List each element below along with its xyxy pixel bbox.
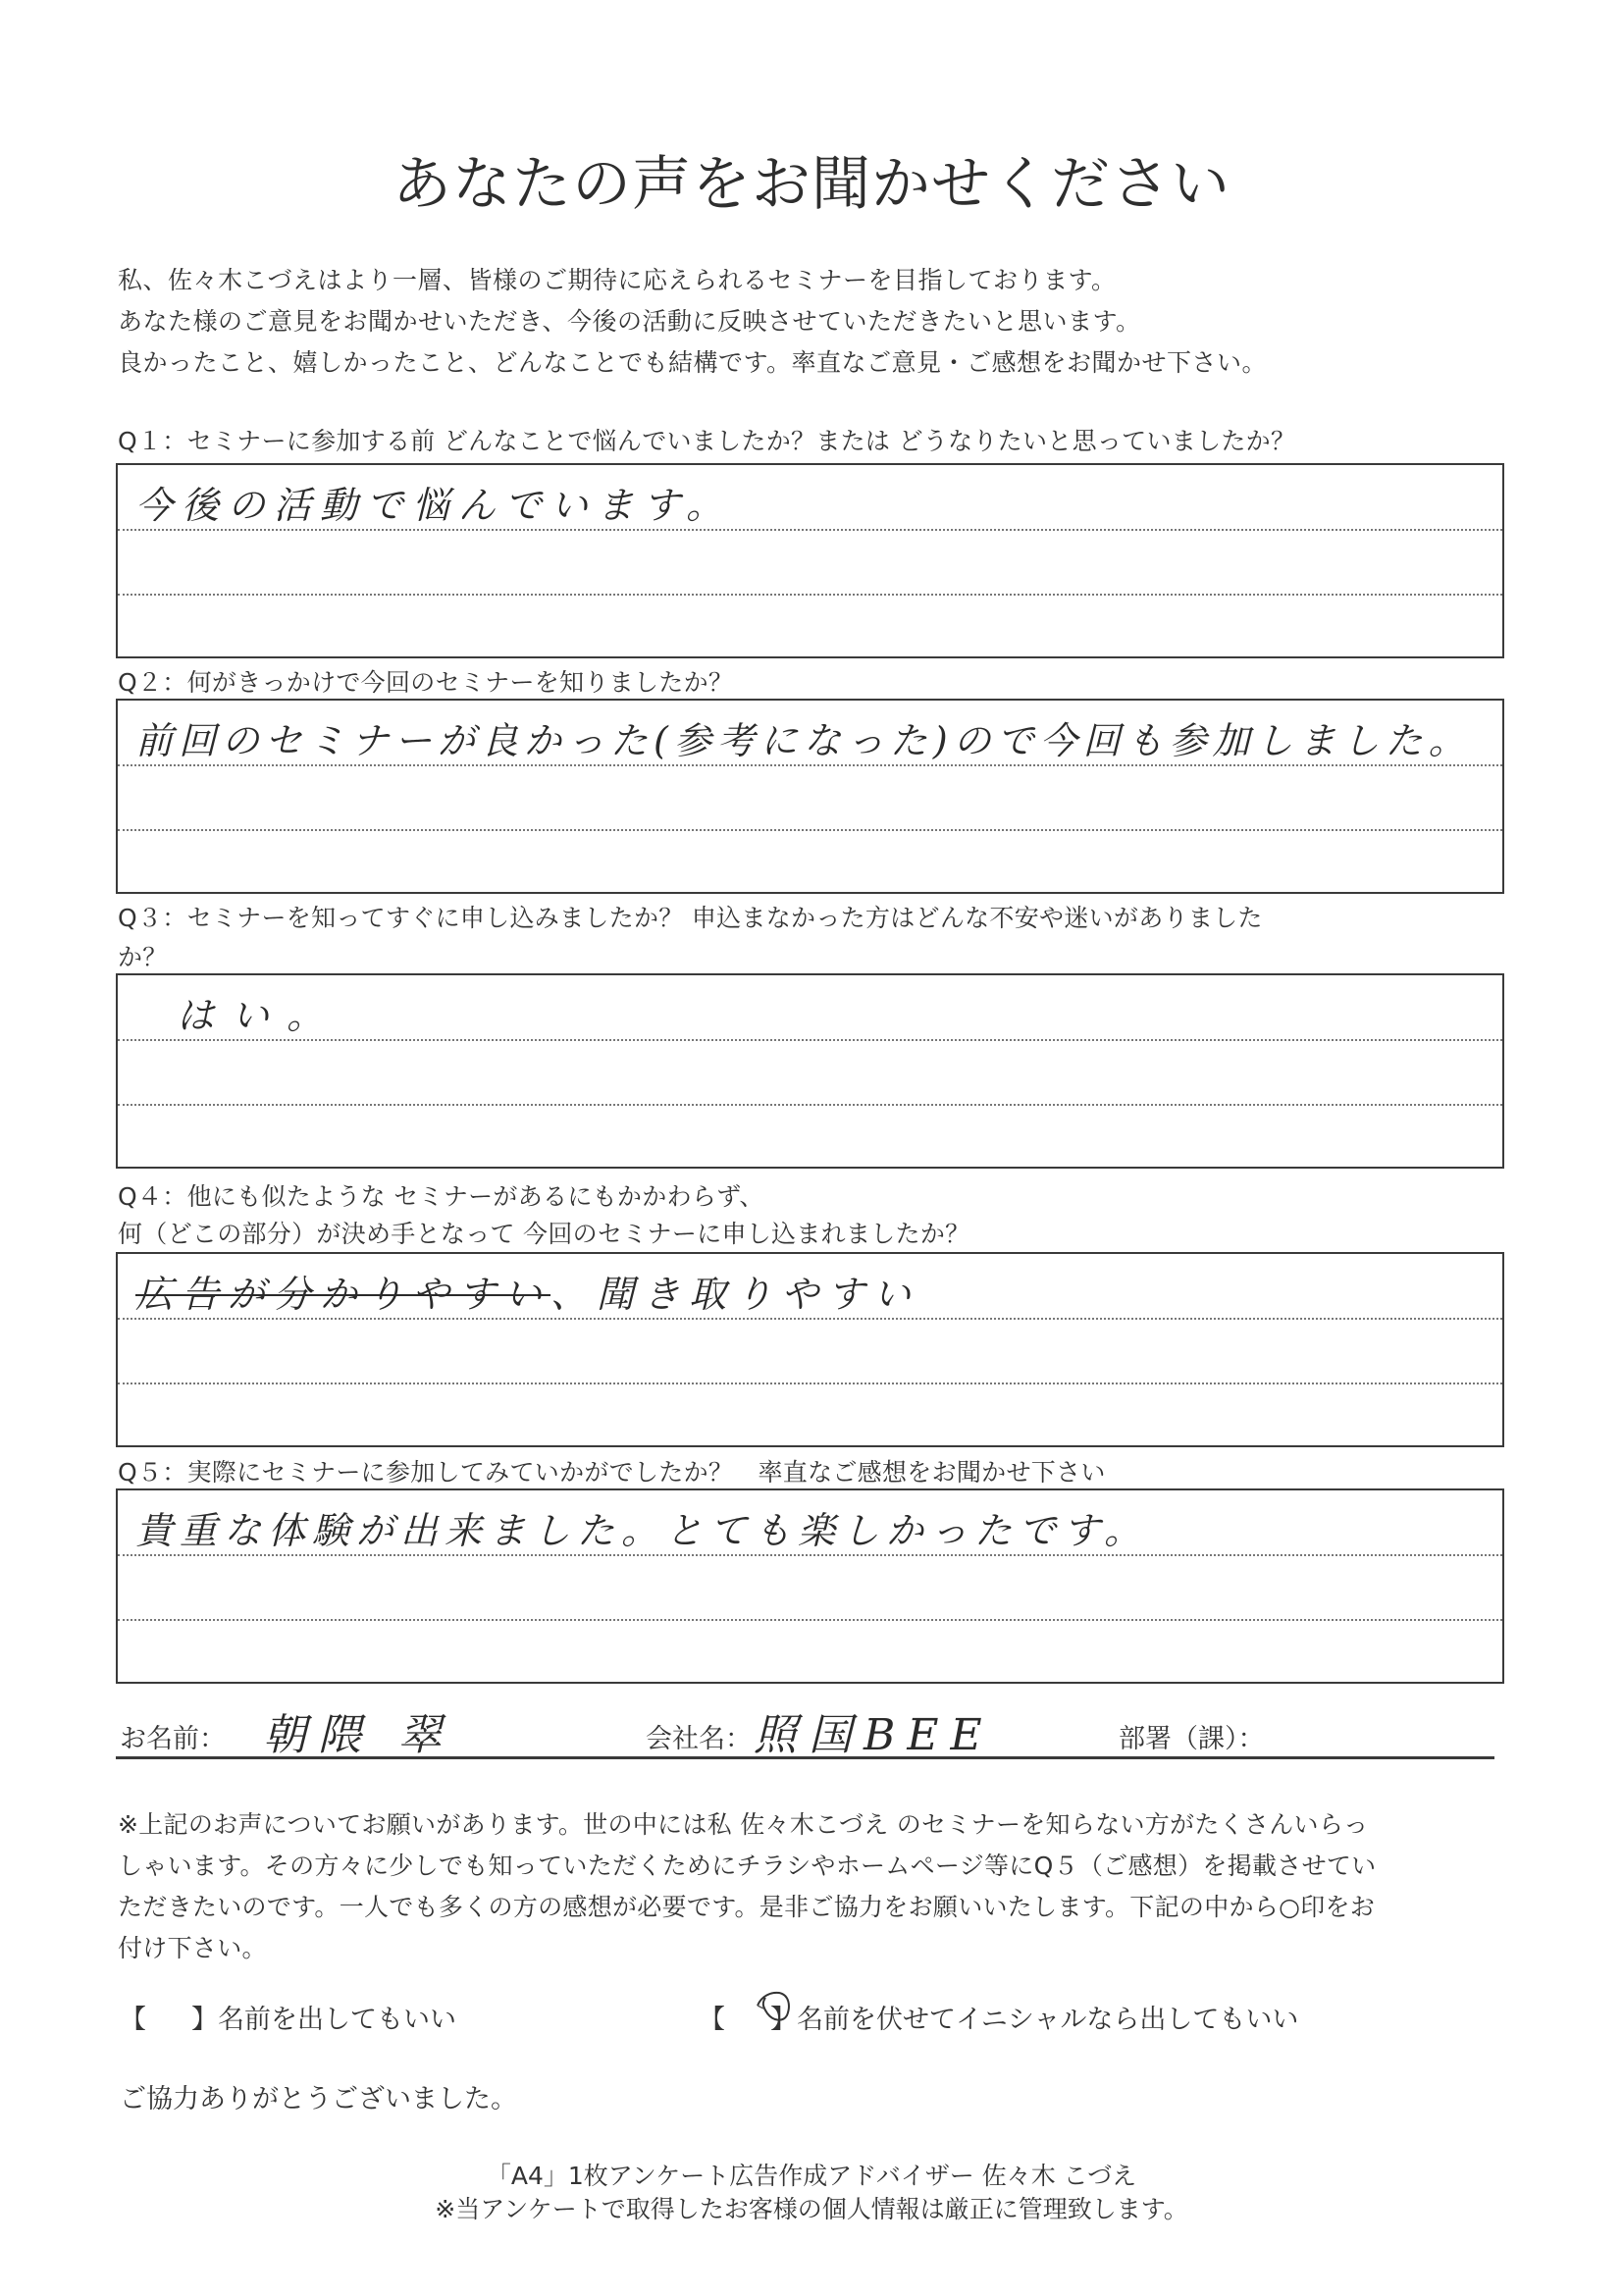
ruled-line bbox=[118, 1383, 1502, 1384]
answer-text-q2: 前回のセミナーが良かった(参考になった)ので今回も参加しました。 bbox=[135, 719, 1472, 762]
checkbox-bracket-open: 【 bbox=[699, 2005, 725, 2035]
option-label: 名前を伏せてイニシャルなら出してもいい bbox=[797, 2005, 1299, 2035]
checkbox-bracket-open: 【 bbox=[120, 2005, 146, 2035]
page-title: あなたの声をお聞かせください bbox=[393, 150, 1230, 219]
ruled-line bbox=[118, 1554, 1502, 1556]
question-label-q4-cont: 何（どこの部分）が決め手となって 今回のセミナーに申し込まれましたか？ bbox=[118, 1220, 970, 1248]
option-show-name[interactable] bbox=[120, 1998, 456, 2036]
name-label: お名前： bbox=[120, 1724, 226, 1754]
checkbox-bracket-close: 】 bbox=[191, 2005, 218, 2035]
struck-text: 広告が分かりやすい bbox=[135, 1273, 551, 1316]
ruled-line bbox=[118, 594, 1502, 596]
answer-text-q1: 今後の活動で悩んでいます。 bbox=[135, 484, 732, 527]
answer-text: 、聞き取りやすい bbox=[550, 1273, 920, 1316]
intro-line: 良かったこと、嬉しかったこと、どんなことでも結構です。率直なご意見・ご感想をお聞かせ下さい。 bbox=[118, 348, 1268, 377]
notice-line: しゃいます。その方々に少しでも知っていただくためにチラシやホームページ等にQ５（ご感想）を掲載させてい bbox=[118, 1852, 1377, 1880]
answer-text-q3: はい。 bbox=[177, 994, 342, 1037]
answer-box-q5[interactable] bbox=[116, 1488, 1504, 1684]
notice-line: 付け下さい。 bbox=[118, 1934, 267, 1962]
ruled-line bbox=[118, 829, 1502, 831]
question-label-q5: Q５：実際にセミナーに参加してみていかがでしたか？ 率直なご感想をお聞かせ下さい bbox=[118, 1458, 1106, 1487]
thanks-text: ご協力ありがとうございました。 bbox=[120, 2084, 517, 2114]
ruled-line bbox=[118, 1318, 1502, 1320]
ruled-line bbox=[118, 764, 1502, 766]
notice-line: ※上記のお声についてお願いがあります。世の中には私 佐々木こづえ のセミナーを知らない方がたくさんいらっ bbox=[118, 1810, 1369, 1839]
answer-text-q5: 貴重な体験が出来ました。とても楽しかったです。 bbox=[135, 1509, 1148, 1552]
intro-line: あなた様のご意見をお聞かせいただき、今後の活動に反映させていただきたいと思います。 bbox=[118, 307, 1141, 336]
ruled-line bbox=[118, 529, 1502, 531]
company-label: 会社名： bbox=[646, 1724, 752, 1754]
respondent-row bbox=[116, 1699, 1494, 1759]
question-label-q4: Q４：他にも似たような セミナーがあるにもかかわらず、 bbox=[118, 1182, 764, 1211]
circle-mark-icon bbox=[754, 1990, 793, 2023]
ruled-line bbox=[118, 1104, 1502, 1106]
ruled-line bbox=[118, 1039, 1502, 1041]
intro-line: 私、佐々木こづえはより一層、皆様のご期待に応えられるセミナーを目指しております。 bbox=[118, 266, 1117, 294]
answer-box-q4[interactable] bbox=[116, 1252, 1504, 1447]
answer-box-q2[interactable] bbox=[116, 699, 1504, 894]
question-label-q3-cont: か？ bbox=[118, 943, 168, 971]
company-field[interactable]: 照国BEE bbox=[754, 1710, 994, 1760]
department-label: 部署（課）： bbox=[1119, 1724, 1265, 1754]
footer-credit: 「A4」1枚アンケート広告作成アドバイザー 佐々木 こづえ bbox=[486, 2162, 1137, 2190]
question-label-q2: Q２：何がきっかけで今回のセミナーを知りましたか？ bbox=[118, 668, 734, 697]
footer-privacy: ※当アンケートで取得したお客様の個人情報は厳正に管理致します。 bbox=[435, 2195, 1188, 2223]
answer-text-q4 bbox=[135, 1264, 919, 1318]
answer-box-q3[interactable] bbox=[116, 973, 1504, 1169]
name-field[interactable]: 朝隈 翠 bbox=[263, 1710, 453, 1760]
question-label-q1: Q１：セミナーに参加する前 どんなことで悩んでいましたか？または どうなりたいと思っていましたか？ bbox=[118, 427, 1296, 455]
notice-line: ただきたいのです。一人でも多くの方の感想が必要です。是非ご協力をお願いいたします。下記の中から○印をお bbox=[118, 1893, 1376, 1921]
answer-box-q1[interactable] bbox=[116, 463, 1504, 658]
checkbox-bracket-close: 】 bbox=[770, 2005, 797, 2035]
option-label: 名前を出してもいい bbox=[218, 2005, 456, 2035]
ruled-line bbox=[118, 1619, 1502, 1621]
question-label-q3: Q３：セミナーを知ってすぐに申し込みましたか？ 申込まなかった方はどんな不安や迷いがありました bbox=[118, 904, 1263, 932]
